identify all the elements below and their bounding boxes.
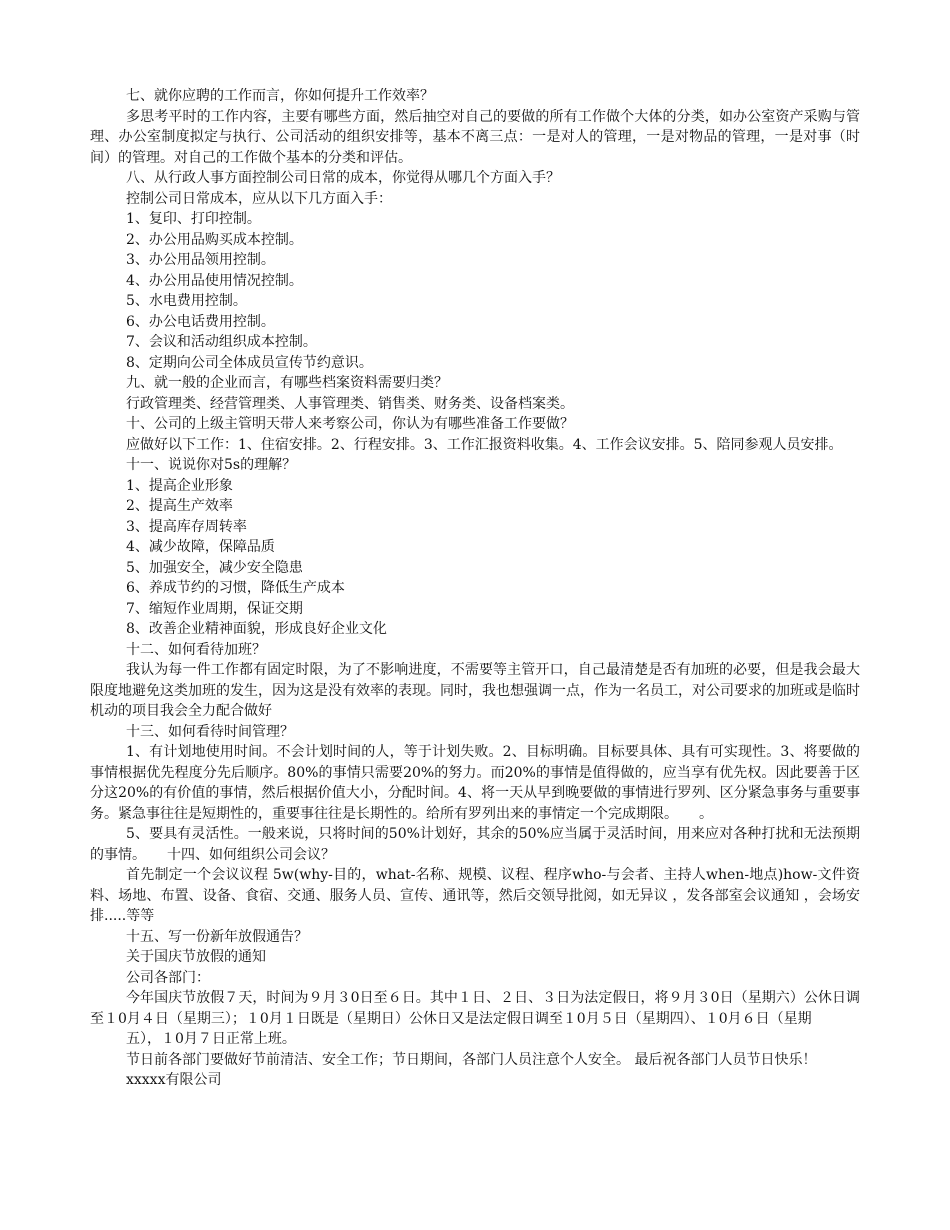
notice-signature: xxxxx有限公司 xyxy=(126,1072,222,1088)
list-item: 8、改善企业精神面貌，形成良好企业文化 xyxy=(126,621,387,637)
answer-paragraph: 多思考平时的工作内容，主要有哪些方面，然后抽空对自己的要做的所有工作做个大体的分类，如办公室资产采购与管理、办公室制度拟定与执行、公司活动的组织安排等，基本不离三点：一是对人的管理，一是对物品的管理，一是对事（时间）的管理。对自己的工作做个基本的分类和评估。 xyxy=(90,108,860,166)
question-13: 十三、如何看待时间管理？ xyxy=(126,723,294,740)
notice-title: 关于国庆节放假的通知 xyxy=(126,949,266,965)
list-item: 6、办公电话费用控制。 xyxy=(126,313,275,330)
notice-salutation: 公司各部门： xyxy=(126,969,210,986)
answer-paragraph: 行政管理类、经营管理类、人事管理类、销售类、财务类、设备档案类。 xyxy=(126,395,574,412)
list-item: 4、办公用品使用情况控制。 xyxy=(126,272,303,289)
answer-paragraph: 应做好以下工作：1、住宿安排。2、行程安排。3、工作汇报资料收集。4、工作会议安排。5、陪同参观人员安排。 xyxy=(126,436,843,453)
document-body xyxy=(90,86,860,1091)
question-7: 七、就你应聘的工作而言，你如何提升工作效率？ xyxy=(126,88,434,104)
answer-paragraph: 控制公司日常成本，应从以下几方面入手： xyxy=(126,190,392,207)
list-item: 6、养成节约的习惯，降低生产成本 xyxy=(126,580,345,596)
answer-paragraph: 我认为每一件工作都有固定时限，为了不影响进度，不需要等主管开口，自己最清楚是否有加班的必要，但是我会最大限度地避免这类加班的发生，因为这是没有效率的表现。同时，我也想强调一点，作为一名员工，对公司要求的加班或是临时机动的项目我会全力配合做好 xyxy=(90,662,860,719)
list-item: 2、办公用品购买成本控制。 xyxy=(126,231,303,248)
answer-paragraph: 1、有计划地使用时间。不会计划时间的人，等于计划失败。2、目标明确。目标要具体、具有可实现性。3、将要做的事情根据优先程度分先后顺序。80%的事情只需要20%的努力。而20%的事情是值得做的，应当享有优先权。因此要善于区分这20%的有价值的事情，然后根据价值大小，分配时间。4、将一天从早到晚要做的事情进行罗列、区分紧急事务与重要事务。紧急事往往是短期性的，重要事往往是长期性的。给所有罗列出来的事情定一个完成期限。 。 xyxy=(90,744,860,822)
notice-body: 五），１0月７日正常上班。 xyxy=(126,1031,296,1047)
answer-paragraph: 首先制定一个会议议程 5w(why-目的，what-名称、规模、议程、程序who-与会者、主持人when-地点)how-文件资料、场地、布置、设备、食宿、交通、服务人员、宣传、通讯等，然后交领导批阅，如无异议 ，发各部室会议通知 ，会场安排.....等等 xyxy=(90,867,860,924)
list-item: 4、减少故障，保障品质 xyxy=(126,539,275,555)
list-item: 3、提高库存周转率 xyxy=(126,518,247,535)
question-9: 九、就一般的企业而言，有哪些档案资料需要归类？ xyxy=(126,375,448,391)
list-item: 1、提高企业形象 xyxy=(126,477,233,494)
question-8: 八、从行政人事方面控制公司日常的成本，你觉得从哪几个方面入手？ xyxy=(126,170,560,186)
question-11: 十一、说说你对5s的理解？ xyxy=(126,457,297,473)
question-15: 十五、写一份新年放假通告？ xyxy=(126,928,308,945)
list-item: 7、会议和活动组织成本控制。 xyxy=(126,334,317,350)
list-item: 5、水电费用控制。 xyxy=(126,293,247,309)
question-12: 十二、如何看待加班？ xyxy=(126,641,266,658)
answer-paragraph: 5、要具有灵活性。一般来说，只将时间的50%计划好，其余的50%应当属于灵活时间，用来应对各种打扰和无法预期的事情。 十四、如何组织公司会议？ xyxy=(90,826,860,863)
list-item: 3、办公用品领用控制。 xyxy=(126,252,275,268)
list-item: 7、缩短作业周期，保证交期 xyxy=(126,600,303,617)
notice-body: 今年国庆节放假７天，时间为９月３0日至６日。其中１日、２日、３日为法定假日，将９月３0日（星期六）公休日调至１0月４日（星期三）；１0月１日既是（星期日）公休日又是法定假日调至１0月５日（星期四）、１0月６日（星期 xyxy=(90,990,860,1027)
list-item: 1、复印、打印控制。 xyxy=(126,211,261,227)
list-item: 2、提高生产效率 xyxy=(126,498,233,514)
list-item: 8、定期向公司全体成员宣传节约意识。 xyxy=(126,354,373,371)
notice-body: 节日前各部门要做好节前清洁、安全工作；节日期间，各部门人员注意个人安全。 最后祝各部门人员节日快乐！ xyxy=(126,1051,817,1068)
question-10: 十、公司的上级主管明天带人来考察公司，你认为有哪些准备工作要做？ xyxy=(126,416,574,432)
list-item: 5、加强安全，减少安全隐患 xyxy=(126,559,303,576)
